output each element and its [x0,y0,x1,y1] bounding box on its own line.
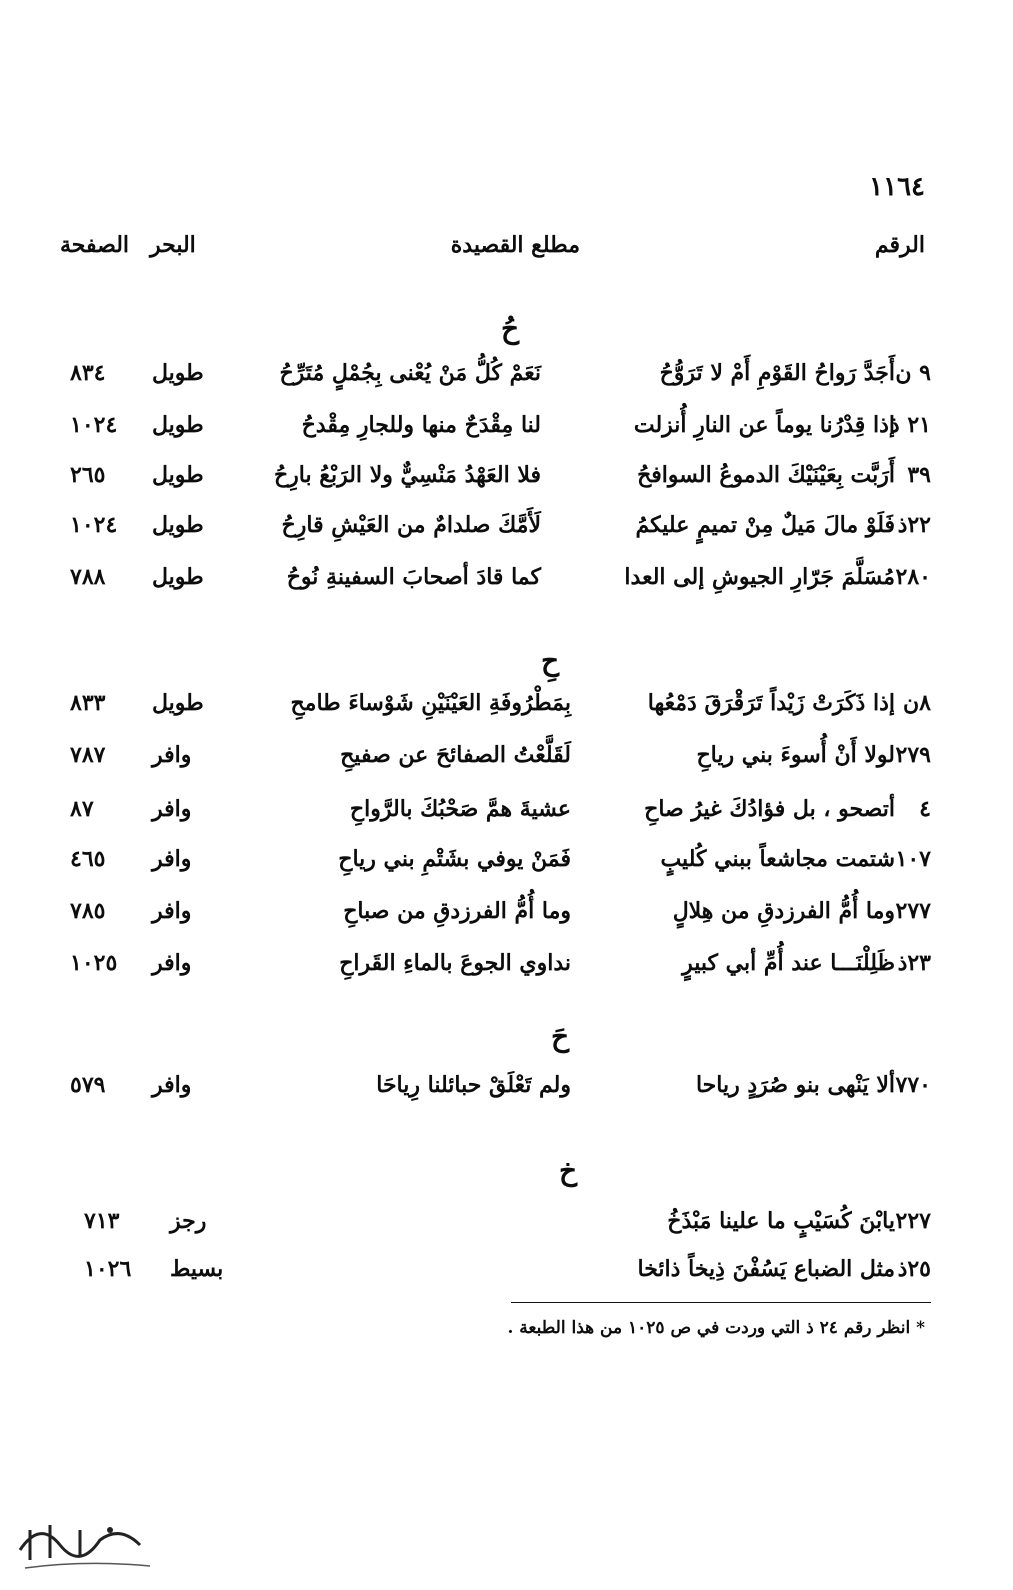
first-hemistich: يابْنَ كُسَيْبٍ ما علينا مَبْذَخُ [667,1208,895,1234]
meter: وافر [152,742,192,768]
first-hemistich: أتصحو ، بل فؤادُكَ غيرُ صاحِ [644,796,895,822]
second-hemistich: عشيةَ همَّ صَحْبُكَ بالرَّواحِ [349,796,571,822]
second-hemistich: بِمَطْرُوفَةِ العَيْنَيْنِ شَوْساءَ طامحِ [290,690,571,716]
second-hemistich: فلا العَهْدُ مَنْسِيٌّ ولا الرَبْعُ بارِحُ [273,462,541,488]
meter: طويل [152,564,204,590]
section-letter: خ [558,1154,578,1187]
meter: وافر [152,950,192,976]
page-ref: ٨٧ [70,796,94,822]
meter: وافر [152,1072,192,1098]
page-ref: ٥٧٩ [70,1072,106,1098]
first-hemistich: ظَلِلْنَـــا عند أُمِّ أبي كبيرٍ [682,950,895,976]
first-hemistich: إذا قِدْرُنا يوماً عن النارِ أُنزلت [633,412,895,438]
first-hemistich: ألا يَنْهى بنو صُرَدٍ رياحا [695,1072,895,1098]
page-ref: ٨٣٤ [70,360,106,386]
second-hemistich: نَعَمْ كُلُّ مَنْ يُعْنى بِجُمْلٍ مُتَرِّحُ [279,360,541,386]
header-opening: مطلع القصيدة [450,232,580,258]
meter: بسيط [170,1256,224,1282]
page-ref: ٧٨٨ [70,564,106,590]
poem-number: ٩ ن [895,360,931,386]
first-hemistich: فَلَوْ مالَ مَيلٌ مِنْ تميمٍ عليكمُ [635,512,895,538]
poem-number: ٣٩ [907,462,931,488]
poem-number: ٢٨٠ [895,564,931,590]
meter: طويل [152,462,204,488]
meter: طويل [152,512,204,538]
meter: وافر [152,898,192,924]
page-ref: ٧٨٥ [70,898,106,924]
meter: طويل [152,412,204,438]
list-item [70,462,931,508]
section-letter: حَ [550,1020,570,1053]
list-item [70,412,931,458]
page-ref: ١٠٢٤ [70,412,118,438]
logo-mark-icon [10,1500,160,1580]
meter: رجز [170,1208,207,1234]
list-item [70,742,931,788]
list-item [70,690,931,736]
meter: طويل [152,690,204,716]
section-letter: حِ [540,644,560,677]
header-number: الرقم [874,232,925,258]
page-ref: ١٠٢٥ [70,950,118,976]
poem-number: ٢١ ذ [889,412,931,438]
list-item [70,564,931,610]
page-ref: ٢٦٥ [70,462,106,488]
page-ref: ٧٨٧ [70,742,106,768]
first-hemistich: شتمت مجاشعاً ببني كُليبٍ [660,846,895,872]
list-item [70,846,931,892]
first-hemistich: أَجَدَّ رَواحُ القَوْمِ أَمْ لا تَرَوُّحُ [659,360,895,386]
first-hemistich: مُسَلَّمَ جَرّارِ الجيوشِ إلى العدا [624,564,895,590]
poem-number: ٤ [919,796,931,822]
poem-number: ٨ن [903,690,931,716]
second-hemistich: لنا مِقْدَحٌ منها وللجارِ مِقْدحُ [301,412,541,438]
first-hemistich: أَرَبَّت بِعَيْنَيْكَ الدموعُ السوافحُ [637,462,895,488]
first-hemistich: إذا ذَكَرَتْ زَيْداً تَرَقْرَقَ دَمْعُها [647,690,895,716]
poem-number: ١٠٧ [895,846,931,872]
second-hemistich: كما قادَ أصحابَ السفينةِ نُوحُ [286,564,541,590]
meter: وافر [152,846,192,872]
second-hemistich: لَقَلَّعْتُ الصفائحَ عن صفيحِ [340,742,571,768]
page-ref: ٨٣٣ [70,690,106,716]
page-ref: ١٠٢٦ [84,1256,132,1282]
library-logo [10,1500,160,1580]
poem-number: ٧٧٠ [895,1072,931,1098]
list-item [70,950,931,996]
page-ref: ٧١٣ [84,1208,120,1234]
header-page: الصفحة [60,232,130,258]
header-meter: البحر [150,232,196,258]
poem-number: ٢٢٧ [895,1208,931,1234]
list-item [70,796,931,842]
poem-number: ٢٣ذ [897,950,931,976]
poem-number: ٢٧٧ [895,898,931,924]
column-header [60,232,925,272]
page-number: ١١٦٤ [869,172,925,202]
list-item [70,1208,931,1254]
list-item [70,898,931,944]
second-hemistich: ولم تَعْلَقْ حبائلنا رِياحَا [376,1072,571,1098]
first-hemistich: مثل الضباع يَسُفْنَ ذِيخاً ذائخا [637,1256,895,1282]
poem-number: ٢٢ذ [897,512,931,538]
second-hemistich: وما أُمُّ الفرزدقِ من صباحِ [343,898,571,924]
second-hemistich: نداوي الجوعَ بالماءِ القَراحِ [339,950,571,976]
meter: طويل [152,360,204,386]
list-item [70,360,931,406]
second-hemistich: لَأَمَّكَ صلدامٌ من العَيْشِ قارِحُ [281,512,541,538]
page-ref: ١٠٢٤ [70,512,118,538]
poem-number: ٢٧٩ [895,742,931,768]
section-letter: حُ [500,312,520,345]
poem-number: ٢٥ذ [897,1256,931,1282]
list-item [70,1256,931,1302]
footnote: * انظر رقم ٢٤ ذ التي وردت في ص ١٠٢٥ من هذا الطبعة . [507,1318,925,1338]
first-hemistich: وما أُمُّ الفرزدقِ من هِلالٍ [672,898,895,924]
first-hemistich: لولا أَنْ أُسوءَ بني رياحِ [696,742,895,768]
list-item [70,512,931,558]
second-hemistich: فَمَنْ يوفي بشَتْمِ بني رياحِ [338,846,571,872]
page-ref: ٤٦٥ [70,846,106,872]
footnote-divider [511,1302,931,1303]
list-item [70,1072,931,1118]
meter: وافر [152,796,192,822]
